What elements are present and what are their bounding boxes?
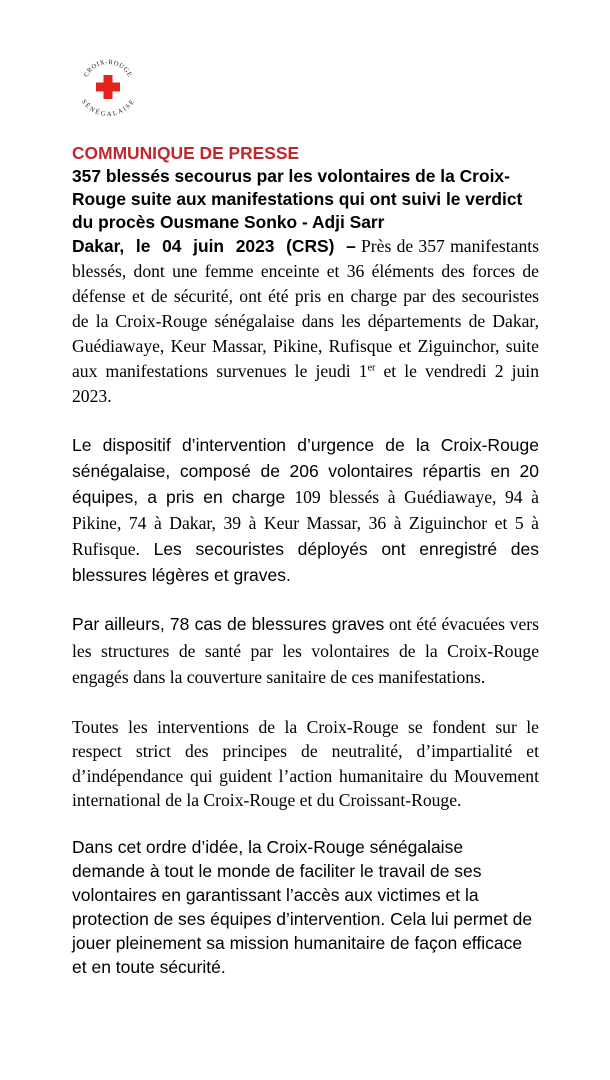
press-release-label: COMMUNIQUE DE PRESSE — [72, 143, 300, 163]
paragraph-appeal: Dans cet ordre d’idée, la Croix-Rouge sénégalaise demande à tout le monde de faciliter le travail de ses volontaires en garantissant l’accès aux victimes et la protection de ses équipes d’intervention. Cela lui permet de jouer pleinement sa mission humanitaire de façon efficace et en toute sécurité. — [72, 836, 533, 977]
croix-rouge-emblem-icon — [76, 55, 140, 117]
paragraph-evacuations — [72, 612, 539, 692]
injury-summary: Les secouristes déployés ont enregistré des blessures légères et graves. — [72, 539, 539, 585]
press-release-title: 357 blessés secourus par les volontaires de la Croix-Rouge suite aux manifestations qui ont suivi le verdict du procès Ousmane Sonko - Adji Sarr — [72, 166, 523, 232]
dateline: Dakar, le 04 juin 2023 (CRS) – — [72, 236, 356, 256]
svg-text:SÉNÉGALAISE — [80, 98, 136, 117]
red-cross-icon — [96, 75, 120, 99]
croix-rouge-logo — [76, 55, 140, 117]
press-release — [72, 142, 539, 979]
serious-cases: Par ailleurs, 78 cas de blessures graves — [72, 614, 385, 634]
logo-bottom-text: SÉNÉGALAISE — [79, 98, 137, 117]
intervention-text: Le dispositif d’intervention d’urgence de la Croix-Rouge sénégalaise, composé de 206 volontaires répartis en 20 équipes, a pris en charge — [72, 435, 539, 507]
intro-text: Près de 357 manifestants blessés, dont une femme enceinte et 36 éléments des forces de défense et de sécurité, ont été pris en charge par des secouristes de la Croix-Rouge sénégalaise dans les départements de Dakar, Guédiawaye, Keur Massar, Pikine, Rufisque et Ziguinchor, suite aux manifestations survenues le jeudi 1 — [72, 236, 540, 381]
paragraph-intro — [72, 234, 539, 409]
evacuation-text: ont été évacuées vers les structures de santé par les volontaires de la Croix-Rouge engagés dans la couverture sanitaire de ces manifestations. — [72, 614, 539, 687]
paragraph-principles: Toutes les interventions de la Croix-Rouge se fondent sur le respect strict des principes de neutralité, d’impartialité et d’indépendance qui guident l’action humanitaire du Mouvement international de la Croix-Rouge et du Croissant-Rouge. — [72, 716, 539, 810]
logo-top-text: CROIX-ROUGE — [82, 58, 134, 79]
paragraph-intervention — [72, 433, 539, 589]
ordinal-superscript: er — [367, 362, 376, 374]
intro-text-end: et le vendredi 2 juin 2023. — [72, 361, 539, 406]
casualty-breakdown: 109 blessés à Guédiawaye, 94 à Pikine, 74 à Dakar, 39 à Keur Massar, 36 à Ziguinchor et 5 à Rufisque. — [72, 487, 539, 559]
press-release-header — [72, 142, 539, 234]
